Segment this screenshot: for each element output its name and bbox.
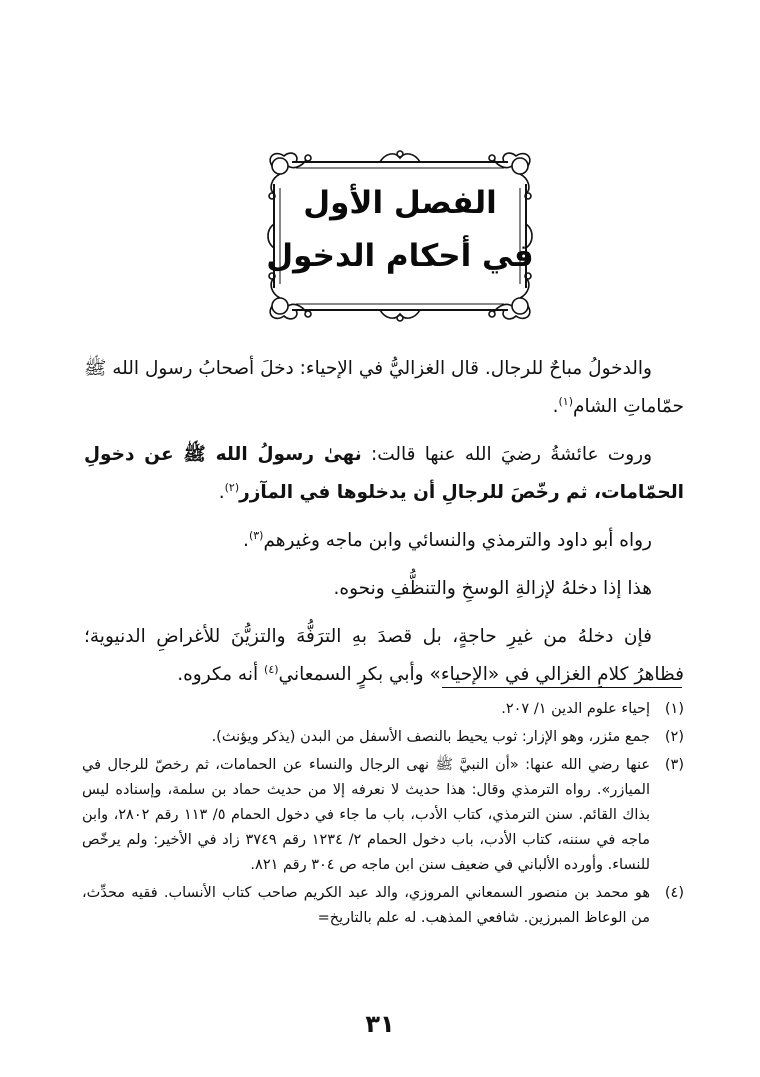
footnote-text: عنها رضي الله عنها: «أن النبيَّ ﷺ نهى الرجال والنساء عن الحمامات، ثم رخصّ للرجال في الميازر». رواه الترمذي وقال: هذا حديث لا نعرفه إلا من حديث حماد بن سلمة، وإسناده ليس بذاك القائم. سنن الترمذي، كتاب الأدب، باب ما جاء في دخول الحمام ٥/ ١١٣ رقم ٢٨٠٢، وابن ماجه في سننه، كتاب الأدب، باب دخول الحمام ٢/ ١٢٣٤ رقم ٣٧٤٩ زاد في الأخير: ولم يرخّص للنساء. وأورده الألباني في ضعيف سنن ابن ماجه ص ٣٠٤ رقم ٨٢١.	[82, 757, 650, 873]
main-text	[84, 350, 684, 694]
paragraph-2-end: .	[218, 482, 225, 503]
chapter-title: الفصل الأول	[303, 185, 497, 221]
footnote-text: جمع مئزر، وهو الإزار: ثوب يحيط بالنصف الأسفل من البدن (يذكر ويؤنث).	[211, 729, 650, 745]
footnote-ref-4[interactable]: (٤)	[264, 662, 279, 676]
footnote-text: هو محمد بن منصور السمعاني المروزي، والد عبد الكريم صاحب كتاب الأنساب. فقيه محدِّث، من الوعاظ المبرزين. شافعي المذهب. له علم بالتاريخ=	[82, 885, 650, 926]
footnote-number: (٢)	[664, 729, 684, 745]
chapter-subtitle: في أحكام الدخول	[266, 238, 534, 274]
footnote-ref-2[interactable]: (٢)	[224, 480, 240, 494]
footnote-item	[82, 725, 684, 750]
footnote-number: (١)	[664, 701, 684, 717]
footnotes	[82, 697, 684, 934]
footnote-text: إحياء علوم الدين ١/ ٢٠٧.	[501, 701, 650, 717]
paragraph-5-text: فإن دخلهُ من غيرِ حاجةٍ، بل قصدَ بهِ الترَفُّهَ والتزيُّنَ للأغراضِ الدنيوية؛ فظاهرُ كلامِ الغزالي في «الإحياء» وأبي بكرٍ السمعاني	[84, 626, 684, 685]
ornate-frame-icon	[262, 148, 538, 324]
paragraph-5-end: أنه مكروه.	[177, 664, 265, 685]
paragraph-1-end: .	[552, 396, 559, 417]
footnote-ref-3[interactable]: (٣)	[248, 528, 264, 542]
paragraph-2	[84, 436, 684, 512]
paragraph-5	[84, 618, 684, 694]
footnote-divider	[442, 687, 682, 688]
paragraph-1	[84, 350, 684, 426]
footnote-number: (٤)	[664, 885, 684, 901]
chapter-title-frame	[262, 148, 538, 324]
footnote-ref-1[interactable]: (١)	[558, 394, 574, 408]
hadith-quote: نهىٰ رسولُ الله ﷺ عن دخولِ الحمّامات، ثم رخّصَ للرجالِ أن يدخلوها في المآزر	[84, 444, 684, 503]
paragraph-3	[84, 522, 684, 560]
paragraph-2-intro: وروت عائشةُ رضيَ الله عنها قالت:	[361, 444, 653, 465]
paragraph-3-text: رواه أبو داود والترمذي والنسائي وابن ماجه وغيرهم	[263, 530, 652, 551]
paragraph-3-end: .	[243, 530, 249, 551]
footnote-item	[82, 697, 684, 722]
paragraph-1-text: والدخولُ مباحٌ للرجال. قال الغزاليُّ في الإحياء: دخلَ أصحابُ رسول الله ﷺ حمّاماتِ الشام	[84, 358, 684, 417]
page-number: ٣١	[365, 1010, 395, 1038]
paragraph-4: هذا إذا دخلهُ لإزالةِ الوسخِ والتنظُّفِ ونحوه.	[333, 578, 652, 599]
footnote-item	[82, 881, 684, 931]
footnote-number: (٣)	[664, 757, 684, 773]
footnote-item	[82, 753, 684, 878]
